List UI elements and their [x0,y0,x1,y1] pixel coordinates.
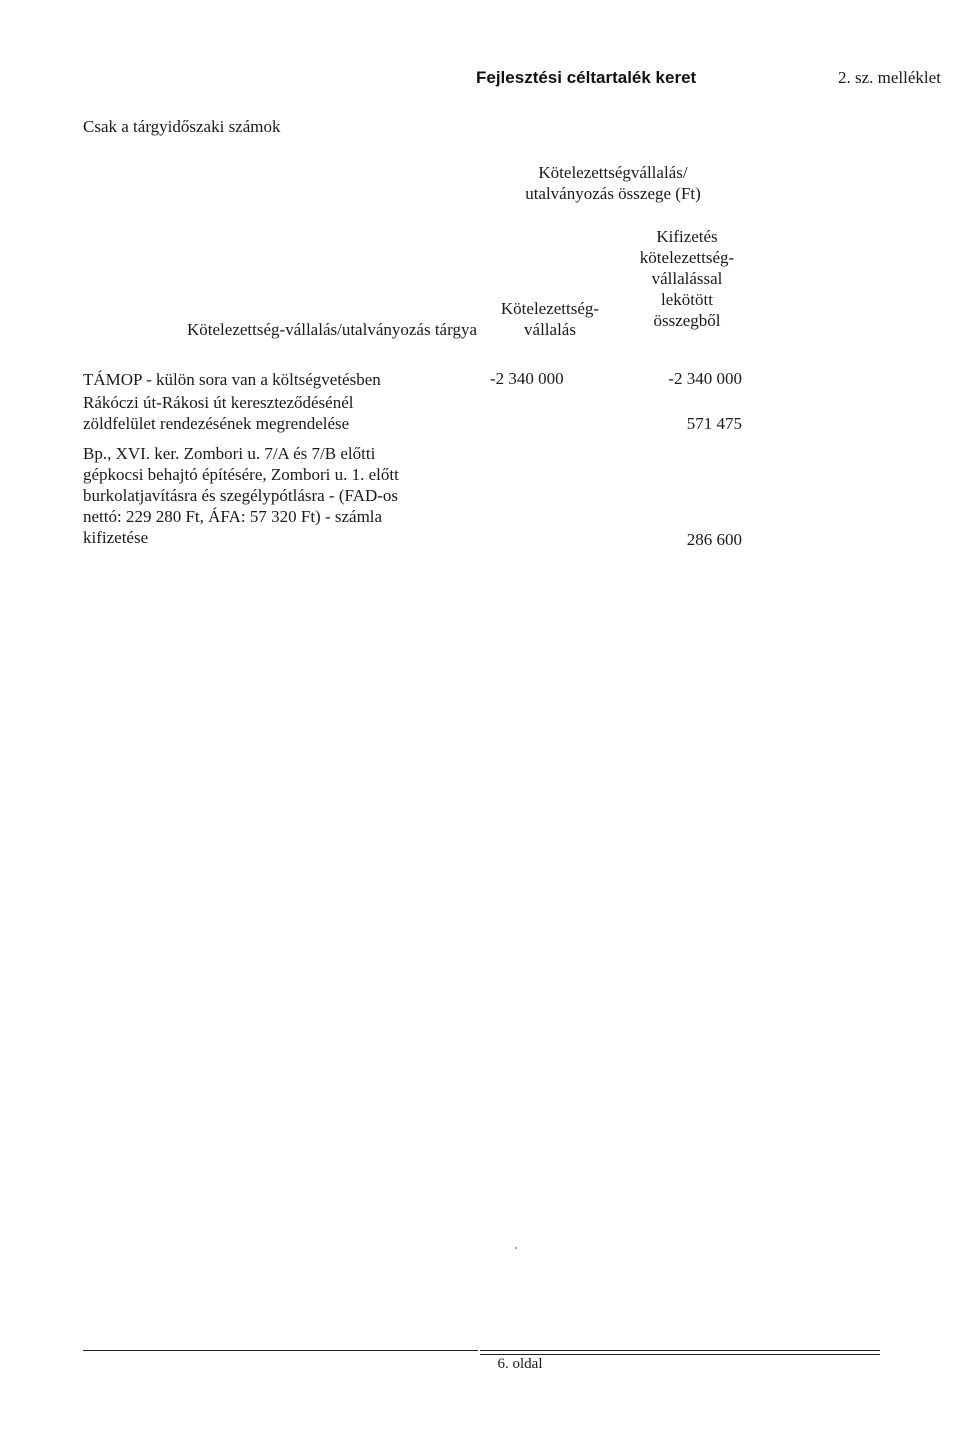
row-payment-value: 286 600 [686,530,742,549]
row-commitment-value: -2 340 000 [490,369,564,388]
row-description-line: TÁMOP - külön sora van a költségvetésben [83,370,381,389]
row-payment-value: -2 340 000 [668,369,742,388]
column-header-commitment [480,298,620,340]
row-description-line: Bp., XVI. ker. Zombori u. 7/A és 7/B előtti [83,444,376,463]
row-payment-value: 571 475 [686,414,742,433]
group-header-line: utalványozás összege (Ft) [525,184,701,203]
group-header [480,162,746,204]
table-row [83,392,353,434]
group-header-line: Kötelezettségvállalás/ [538,163,688,182]
row-description-line: Rákóczi út-Rákosi út kereszteződésénél [83,393,354,412]
column-header-subject: Kötelezettség-vállalás/utalványozás tárgya [187,320,477,339]
annex-label: 2. sz. melléklet [838,68,941,87]
footer-rule-left [83,1350,478,1351]
page-number: 6. oldal [497,1356,543,1372]
row-description-line: nettó: 229 280 Ft, ÁFA: 57 320 Ft) - számla [83,507,383,526]
row-description-line: burkolatjavításra és szegélypótlásra - (FAD-os [83,486,399,505]
footer-rule-lower [480,1354,880,1355]
column-header-line: Kifizetés [656,227,718,246]
row-description-line: gépkocsi behajtó építésére, Zombori u. 1. előtt [83,465,399,484]
column-header-payment [610,226,764,331]
column-header-line: Kötelezettség- [500,299,600,318]
row-description-line: zöldfelület rendezésének megrendelése [83,414,350,433]
table-row [83,369,381,390]
row-description-line: kifizetése [83,528,149,547]
column-header-line: vállalással [651,269,723,288]
column-header-line: kötelezettség- [639,248,735,267]
subtitle: Csak a tárgyidőszaki számok [83,117,281,136]
scan-speck [515,1247,517,1249]
column-header-line: összegből [653,311,721,330]
column-header-line: lekötött [661,290,713,309]
document-title: Fejlesztési céltartalék keret [476,68,697,87]
footer-rule-right [480,1350,880,1351]
table-row [83,443,399,548]
column-header-line: vállalás [524,320,576,339]
